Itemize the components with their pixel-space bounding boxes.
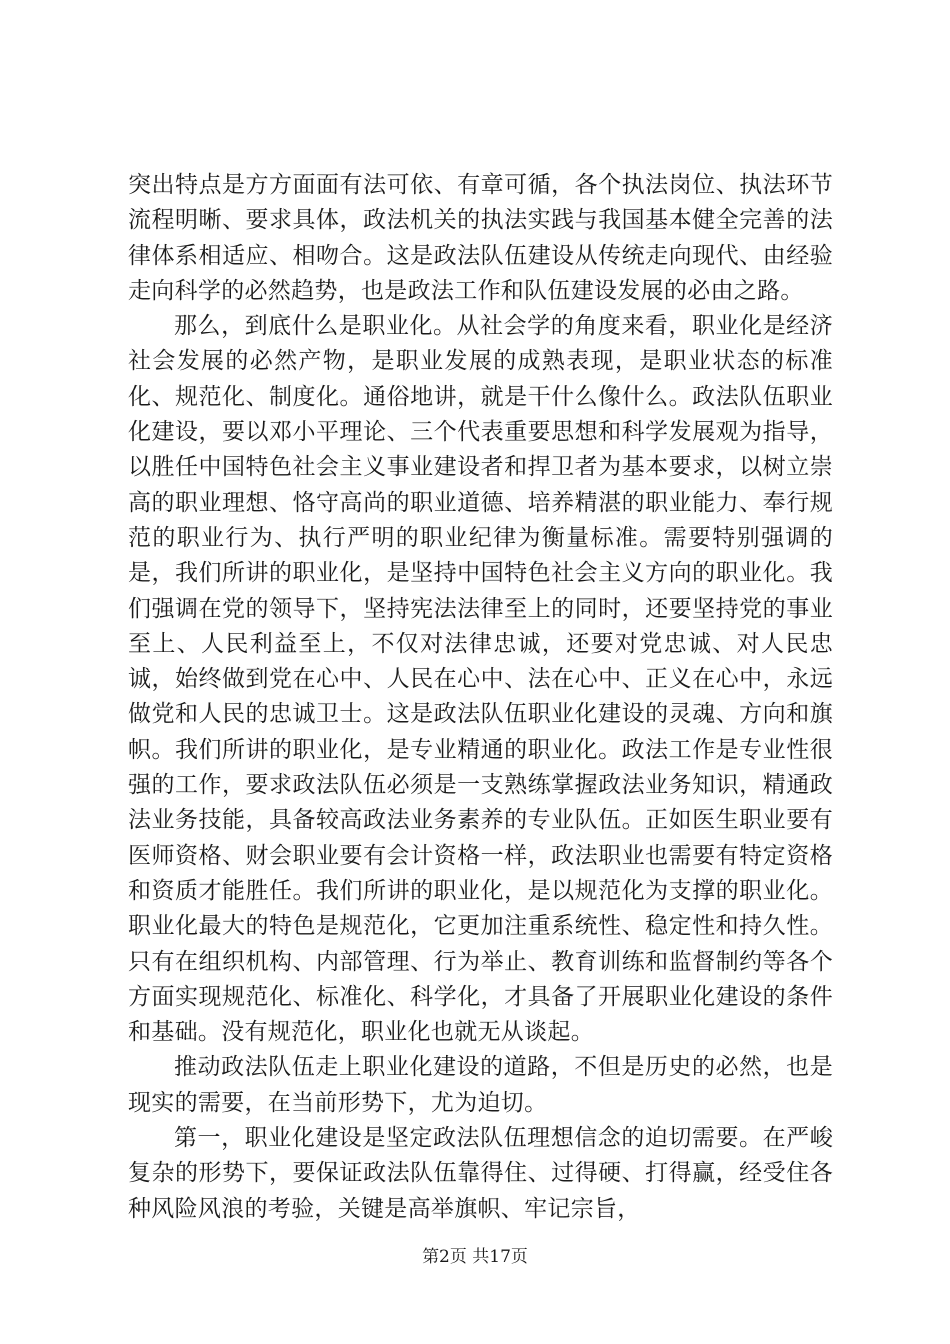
document-body [128, 168, 833, 1227]
paragraph-continuation: 突出特点是方方面面有法可依、有章可循，各个执法岗位、执法环节流程明晰、要求具体，政法机关的执法实践与我国基本健全完善的法律体系相适应、相吻合。这是政法队伍建设从传统走向现代、由经验走向科学的必然趋势，也是政法工作和队伍建设发展的必由之路。 [128, 172, 833, 304]
paragraph-first-point: 第一，职业化建设是坚定政法队伍理想信念的迫切需要。在严峻复杂的形势下，要保证政法队伍靠得住、过得硬、打得赢，经受住各种风险风浪的考验，关键是高举旗帜、牢记宗旨， [128, 1125, 833, 1222]
page-number-label: 第2页 共17页 [422, 1247, 528, 1267]
page-footer [0, 1242, 950, 1267]
paragraph-definition: 那么，到底什么是职业化。从社会学的角度来看，职业化是经济社会发展的必然产物，是职业发展的成熟表现，是职业状态的标准化、规范化、制度化。通俗地讲，就是干什么像什么。政法队伍职业化建设，要以邓小平理论、三个代表重要思想和科学发展观为指导，以胜任中国特色社会主义事业建设者和捍卫者为基本要求，以树立崇高的职业理想、恪守高尚的职业道德、培养精湛的职业能力、奉行规范的职业行为、执行严明的职业纪律为衡量标准。需要特别强调的是，我们所讲的职业化，是坚持中国特色社会主义方向的职业化。我们强调在党的领导下，坚持宪法法律至上的同时，还要坚持党的事业至上、人民利益至上，不仅对法律忠诚，还要对党忠诚、对人民忠诚，始终做到党在心中、人民在心中、法在心中、正义在心中，永远做党和人民的忠诚卫士。这是政法队伍职业化建设的灵魂、方向和旗帜。我们所讲的职业化，是专业精通的职业化。政法工作是专业性很强的工作，要求政法队伍必须是一支熟练掌握政法业务知识，精通政法业务技能，具备较高政法业务素养的专业队伍。正如医生职业要有医师资格、财会职业要有会计资格一样，政法职业也需要有特定资格和资质才能胜任。我们所讲的职业化，是以规范化为支撑的职业化。职业化最大的特色是规范化，它更加注重系统性、稳定性和持久性。只有在组织机构、内部管理、行为举止、教育训练和监督制约等各个方面实现规范化、标准化、科学化，才具备了开展职业化建设的条件和基础。没有规范化，职业化也就无从谈起。 [128, 313, 833, 1046]
paragraph-necessity: 推动政法队伍走上职业化建设的道路，不但是历史的必然，也是现实的需要，在当前形势下，尤为迫切。 [128, 1054, 833, 1116]
